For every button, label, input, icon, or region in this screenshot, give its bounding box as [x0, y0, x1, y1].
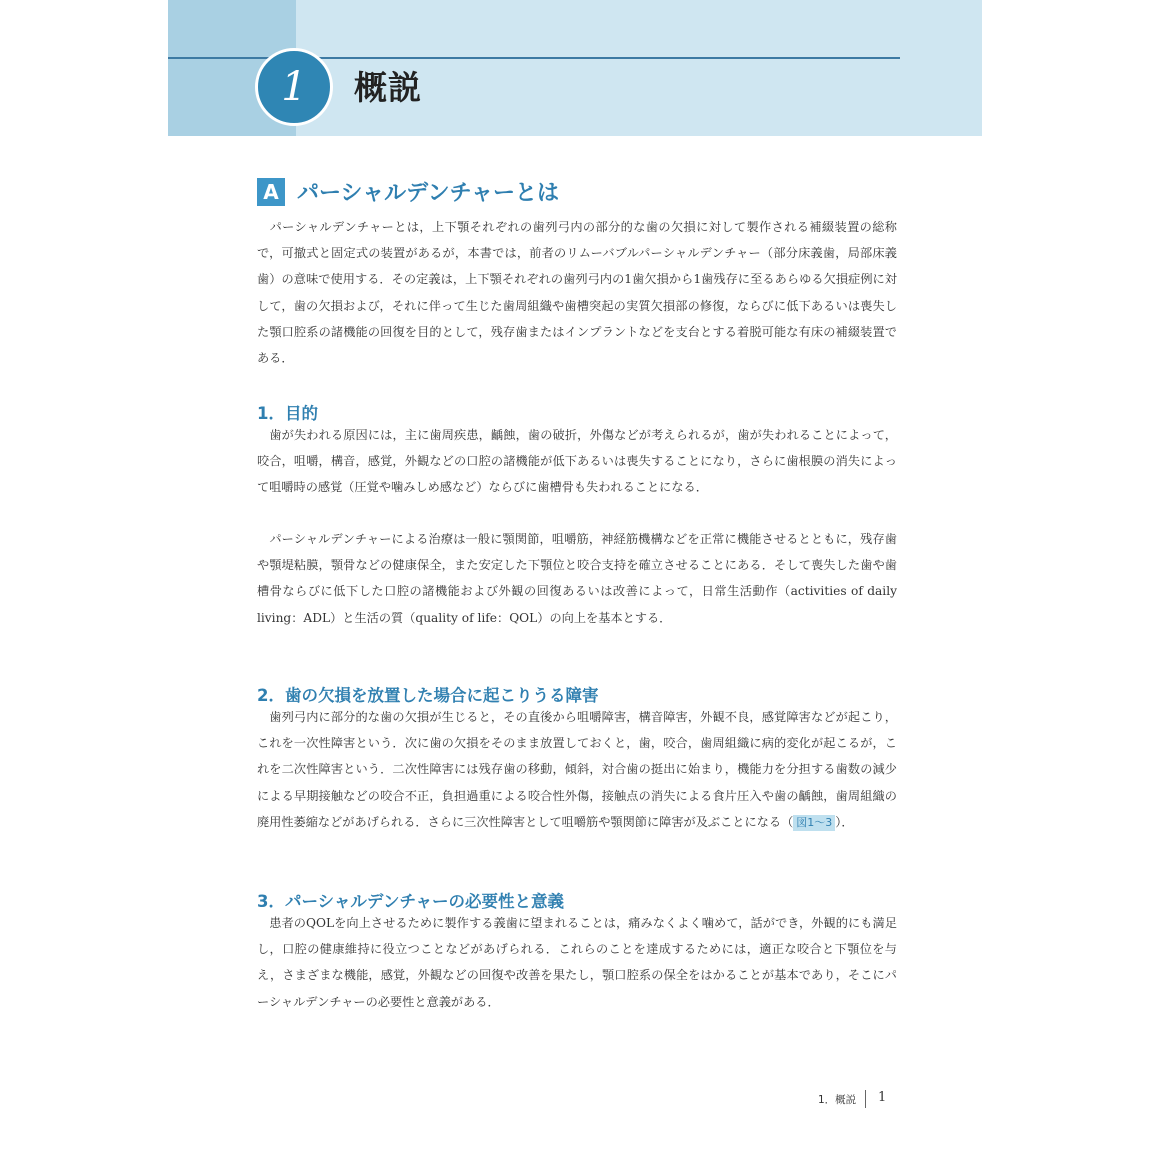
- section-a-badge: A: [257, 178, 285, 206]
- subsection-1-paragraph-1: 歯が失われる原因には，主に歯周疾患，齲蝕，歯の破折，外傷などが考えられるが，歯が失われることによって，咬合，咀嚼，構音，感覚，外観などの口腔の諸機能が低下あるいは喪失することになり，さらに歯根膜の消失によって咀嚼時の感覚（圧覚や噛みしめ感など）ならびに歯槽骨も失われることになる．: [257, 428, 897, 495]
- subsection-3-paragraph: 患者のQOLを向上させるために製作する義歯に望まれることは，痛みなくよく噛めて，話ができ，外観的にも満足し，口腔の健康維持に役立つことなどがあげられる．これらのことを達成するためには，適正な咬合と下顎位を与え，さまざまな機能，感覚，外観などの回復や改善を果たし，顎口腔系の保全をはかることが基本であり，そこにパーシャルデンチャーの必要性と意義がある．: [257, 916, 897, 1009]
- footer-section-label: 1．概説: [818, 1094, 857, 1106]
- page-number: 1: [878, 1090, 887, 1105]
- section-a-heading: [257, 176, 559, 207]
- subsection-3-title: 3．パーシャルデンチャーの必要性と意義: [257, 892, 564, 911]
- subsection-2-end: ．: [841, 814, 854, 829]
- subsection-2-text: 歯列弓内に部分的な歯の欠損が生じると，その直後から咀嚼障害，構音障害，外観不良，感覚障害などが起こり，これを一次性障害という．次に歯の欠損をそのまま放置しておくと，歯，咬合，歯周組織に病的変化が起こるが，これを二次性障害という．二次性障害には残存歯の移動，傾斜，対合歯の挺出に始まり，機能力を分担する歯数の減少による早期接触などの咬合不正，負担過重による咬合性外傷，接触点の消失による食片圧入や歯の齲蝕，歯周組織の廃用性萎縮などがあげられる．さらに三次性障害として咀嚼筋や顎関節に障害が及ぶことになる: [257, 710, 897, 829]
- subsection-1-title: 1．目的: [257, 404, 318, 423]
- chapter-title: 概説: [354, 68, 422, 107]
- subsection-2-title: 2．歯の欠損を放置した場合に起こりうる障害: [257, 686, 599, 705]
- chapter-number: 1: [281, 64, 307, 110]
- section-a-paragraph: パーシャルデンチャーとは，上下顎それぞれの歯列弓内の部分的な歯の欠損に対して製作される補綴装置の総称で，可撤式と固定式の装置があるが，本書では，前者のリムーバブルパーシャルデンチャー（部分床義歯，局部床義歯）の意味で使用する．その定義は，上下顎それぞれの歯列弓内の1歯欠損から1歯残存に至るあらゆる欠損症例に対して，歯の欠損および，それに伴って生じた歯周組織や歯槽突起の実質欠損部の修復，ならびに低下あるいは喪失した顎口腔系の諸機能の回復を目的として，残存歯またはインプラントなどを支台とする着脱可能な有床の補綴装置である．: [257, 220, 897, 366]
- figure-reference[interactable]: 図1〜3: [793, 815, 835, 831]
- footer-divider: [865, 1090, 866, 1108]
- subsection-1-paragraph-2: パーシャルデンチャーによる治療は一般に顎関節，咀嚼筋，神経筋機構などを正常に機能させるとともに，残存歯や顎堤粘膜，顎骨などの健康保全，また安定した下顎位と咬合支持を確立させることにある．そして喪失した歯や歯槽骨ならびに低下した口腔の諸機能および外観の回復あるいは改善によって，日常生活動作（activities of daily living：ADL）と生活の質（quality of life：QOL）の向上を基本とする．: [257, 532, 897, 625]
- chapter-number-badge: [255, 48, 333, 126]
- subsection-2-paragraph: 歯列弓内に部分的な歯の欠損が生じると，その直後から咀嚼障害，構音障害，外観不良，感覚障害などが起こり，これを一次性障害という．次に歯の欠損をそのまま放置しておくと，歯，咬合，歯周組織に病的変化が起こるが，これを二次性障害という．二次性障害には残存歯の移動，傾斜，対合歯の挺出に始まり，機能力を分担する歯数の減少による早期接触などの咬合不正，負担過重による咬合性外傷，接触点の消失による食片圧入や歯の齲蝕，歯周組織の廃用性萎縮などがあげられる．さらに三次性障害として咀嚼筋や顎関節に障害が及ぶことになる（ 図1〜3 ）．: [257, 710, 897, 829]
- section-a-title: パーシャルデンチャーとは: [297, 181, 560, 206]
